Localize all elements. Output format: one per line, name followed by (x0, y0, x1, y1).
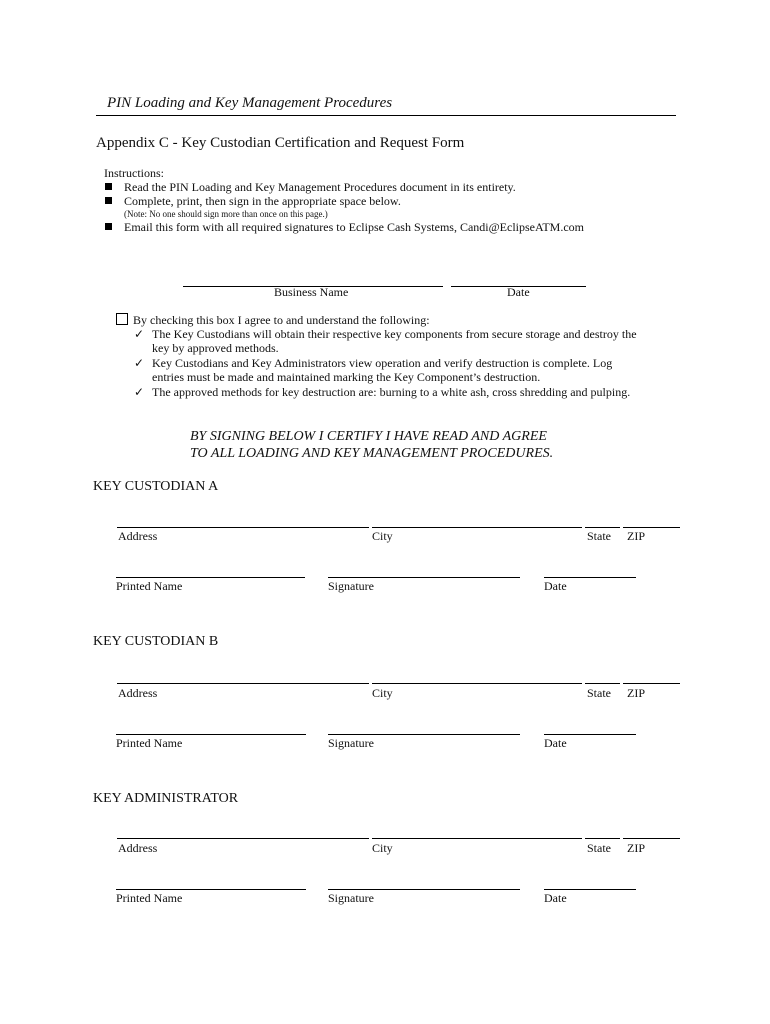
signature-label: Signature (328, 579, 374, 593)
date-line[interactable] (544, 577, 636, 578)
address-label: Address (118, 529, 158, 543)
bullet-icon (105, 183, 112, 190)
form-title: Appendix C - Key Custodian Certification and Request Form (96, 135, 465, 151)
agreement-item: entries must be made and maintained marking the Key Component’s destruction. (152, 370, 541, 384)
zip-label: ZIP (627, 529, 645, 543)
date-label: Date (544, 891, 567, 905)
section-title-key-custodian-b: KEY CUSTODIAN B (93, 634, 219, 649)
printed-name-line[interactable] (116, 734, 306, 735)
business-name-label: Business Name (274, 285, 349, 299)
city-label: City (372, 841, 393, 855)
signature-label: Signature (328, 891, 374, 905)
instruction-item: Complete, print, then sign in the appropriate space below. (124, 194, 401, 208)
zip-label: ZIP (627, 686, 645, 700)
page-header-title: PIN Loading and Key Management Procedures (107, 95, 393, 111)
date-line[interactable] (544, 889, 636, 890)
agreement-item: key by approved methods. (152, 341, 279, 355)
printed-name-line[interactable] (116, 889, 306, 890)
bullet-icon (105, 197, 112, 204)
city-label: City (372, 686, 393, 700)
address-line[interactable] (117, 838, 369, 839)
state-line[interactable] (585, 683, 620, 684)
check-icon: ✓ (134, 385, 145, 399)
certify-statement: TO ALL LOADING AND KEY MANAGEMENT PROCEDURES. (190, 446, 554, 461)
printed-name-line[interactable] (116, 577, 305, 578)
zip-line[interactable] (623, 683, 680, 684)
agreement-checkbox[interactable] (116, 313, 128, 325)
state-line[interactable] (585, 838, 620, 839)
check-icon: ✓ (134, 327, 145, 341)
address-label: Address (118, 841, 158, 855)
address-label: Address (118, 686, 158, 700)
printed-name-label: Printed Name (116, 891, 183, 905)
printed-name-label: Printed Name (116, 579, 183, 593)
agreement-label: By checking this box I agree to and understand the following: (133, 313, 430, 327)
instruction-note: (Note: No one should sign more than once on this page.) (124, 209, 328, 219)
instruction-item: Read the PIN Loading and Key Management Procedures document in its entirety. (124, 180, 516, 194)
zip-line[interactable] (623, 527, 680, 528)
certify-statement: BY SIGNING BELOW I CERTIFY I HAVE READ AND AGREE (190, 429, 547, 444)
instruction-item: Email this form with all required signatures to Eclipse Cash Systems, Candi@EclipseATM.com (124, 220, 584, 234)
zip-label: ZIP (627, 841, 645, 855)
signature-line[interactable] (328, 577, 520, 578)
bullet-icon (105, 223, 112, 230)
address-line[interactable] (117, 527, 369, 528)
date-label: Date (544, 579, 567, 593)
city-line[interactable] (372, 683, 582, 684)
instructions-heading: Instructions: (104, 166, 164, 180)
check-icon: ✓ (134, 356, 145, 370)
address-line[interactable] (117, 683, 369, 684)
state-label: State (587, 841, 611, 855)
section-title-key-administrator: KEY ADMINISTRATOR (93, 791, 239, 806)
agreement-item: Key Custodians and Key Administrators view operation and verify destruction is complete. Log (152, 356, 613, 370)
date-label: Date (544, 736, 567, 750)
agreement-item: The Key Custodians will obtain their respective key components from secure storage and destroy the (152, 327, 637, 341)
city-line[interactable] (372, 838, 582, 839)
state-line[interactable] (585, 527, 620, 528)
zip-line[interactable] (623, 838, 680, 839)
signature-line[interactable] (328, 734, 520, 735)
printed-name-label: Printed Name (116, 736, 183, 750)
signature-label: Signature (328, 736, 374, 750)
city-label: City (372, 529, 393, 543)
agreement-item: The approved methods for key destruction are: burning to a white ash, cross shredding and pulping. (152, 385, 631, 399)
state-label: State (587, 529, 611, 543)
date-line[interactable] (544, 734, 636, 735)
city-line[interactable] (372, 527, 582, 528)
header-divider (96, 115, 676, 116)
section-title-key-custodian-a: KEY CUSTODIAN A (93, 479, 219, 494)
state-label: State (587, 686, 611, 700)
signature-line[interactable] (328, 889, 520, 890)
business-date-label: Date (507, 285, 530, 299)
